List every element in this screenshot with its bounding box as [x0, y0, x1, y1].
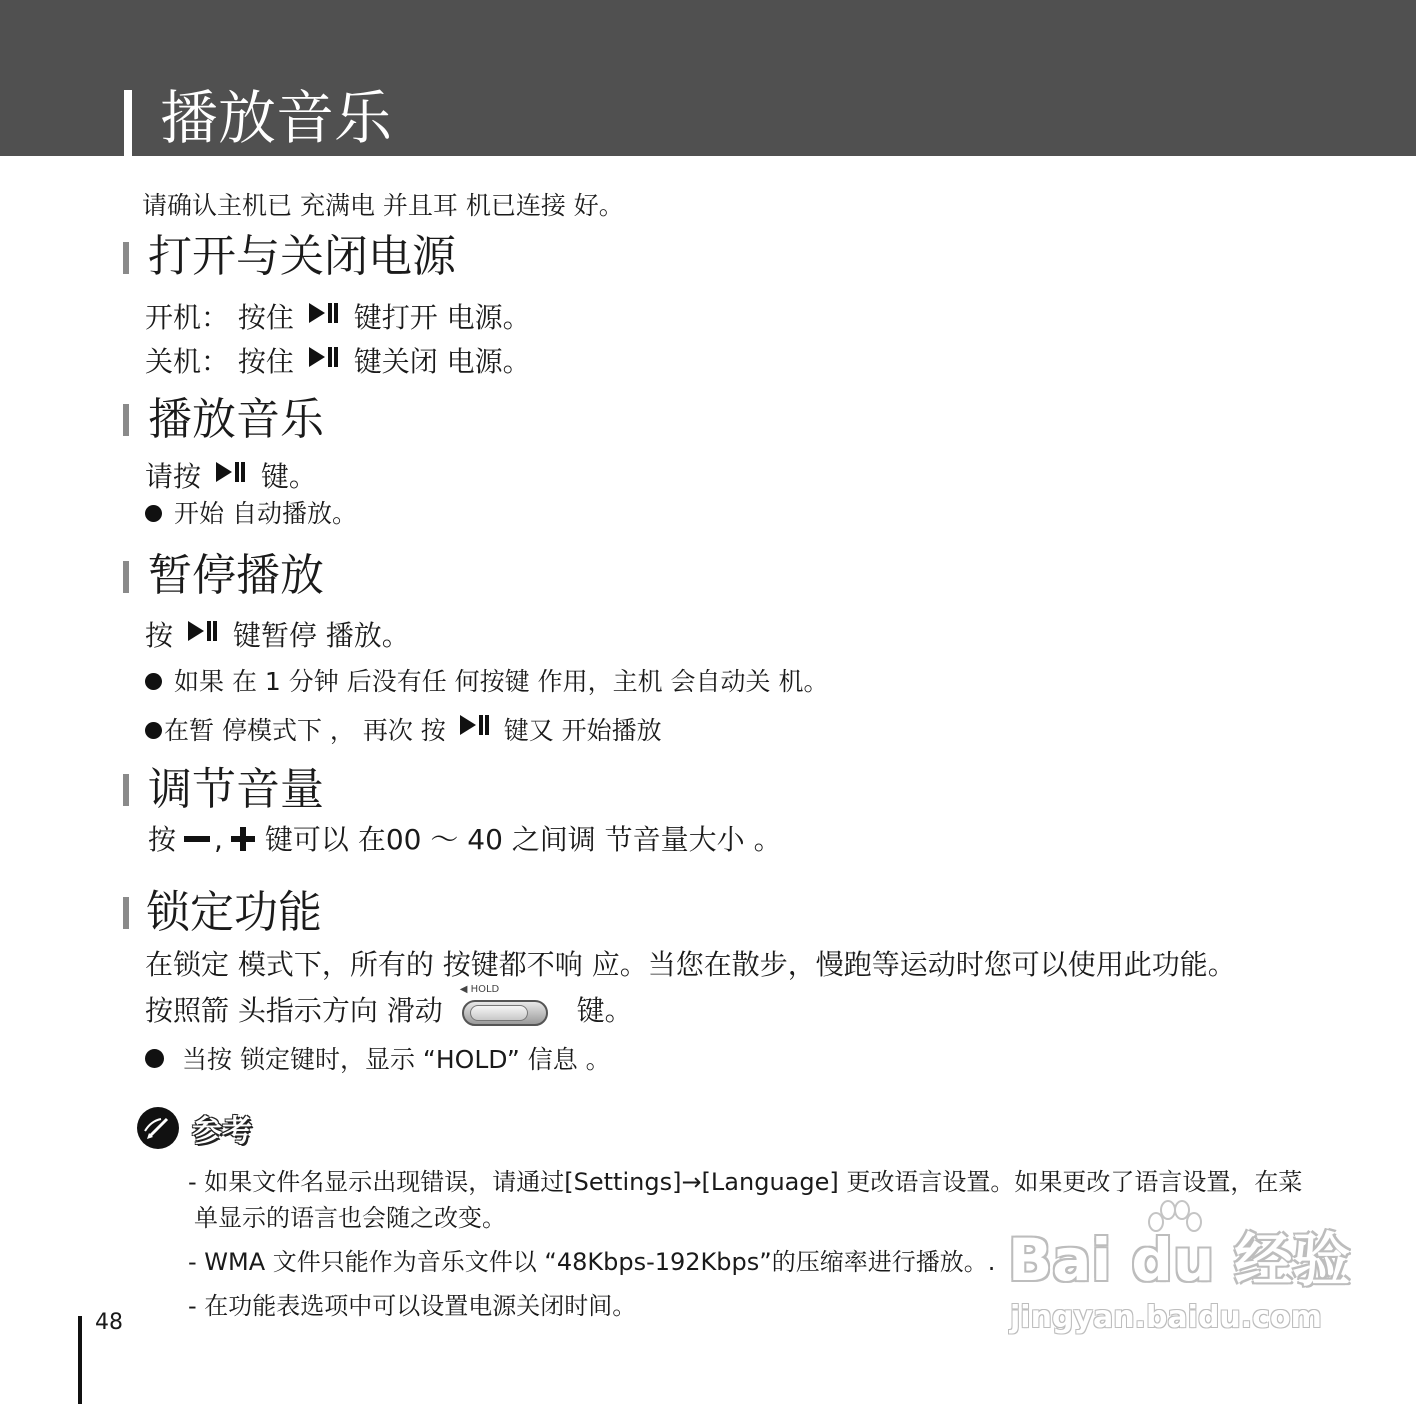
- watermark-sub: jingyan.baidu.com: [1010, 1300, 1322, 1335]
- pause-bullet-2: [145, 711, 662, 749]
- note-1-line-2: 单显示的语言也会随之改变。: [194, 1204, 506, 1232]
- section-title-lock: 锁定功能: [146, 887, 322, 938]
- pause-bullet-2-before: 在暂 停模式下 ， 再次 按: [164, 716, 446, 745]
- hold-switch-label: ◀ HOLD: [459, 984, 500, 995]
- note-2: - WMA 文件只能作为音乐文件以 “48Kbps-192Kbps”的压缩率进行播放。.: [188, 1248, 996, 1276]
- volume-line: [148, 820, 782, 860]
- play-pause-icon: [309, 340, 339, 380]
- play-line: [145, 455, 317, 497]
- hold-switch-icon: [459, 984, 552, 1030]
- lock-line-1: 在锁定 模式下，所有的 按键都不响 应。当您在散步，慢跑等运动时您可以使用此功能。: [145, 948, 1236, 981]
- section-bar-lock: [123, 897, 129, 929]
- power-on-line: [145, 296, 531, 338]
- volume-line-before: 按: [148, 823, 177, 856]
- play-line-before: 请按: [145, 460, 202, 493]
- play-pause-icon: [188, 614, 218, 654]
- note-1-line-1: - 如果文件名显示出现错误，请通过[Settings]→[Language] 更改语言设置。如果更改了语言设置，在菜: [188, 1168, 1303, 1196]
- section-bar-volume: [123, 774, 129, 806]
- page-header: [0, 0, 1416, 156]
- lock-bullet: [145, 1042, 611, 1078]
- section-title-volume: 调节音量: [148, 764, 324, 815]
- pause-bullet-2-after: 键又 开始播放: [503, 716, 662, 745]
- pause-line-after: 键暂停 播放。: [232, 619, 410, 652]
- section-title-pause: 暂停播放: [148, 550, 324, 601]
- play-pause-icon: [460, 711, 490, 747]
- page-number: 48: [95, 1310, 123, 1335]
- hold-switch-body: [462, 1000, 548, 1026]
- play-bullet: [145, 496, 357, 532]
- power-off-prefix: 关机：: [145, 345, 230, 378]
- volume-comma: ,: [214, 823, 223, 856]
- section-title-power: 打开与关闭电源: [148, 231, 456, 282]
- play-bullet-text: 开始 自动播放。: [174, 499, 357, 528]
- power-on-prefix: 开机：: [145, 301, 230, 334]
- bullet-icon: [145, 505, 162, 522]
- section-bar-play: [123, 404, 129, 436]
- header-accent-bar: [124, 90, 132, 156]
- section-bar-power: [123, 242, 129, 274]
- page-number-rule: [78, 1316, 82, 1404]
- pause-bullet-1: [145, 664, 828, 700]
- play-line-after: 键。: [260, 460, 317, 493]
- power-on-text-before: 按住: [237, 301, 294, 334]
- pencil-note-icon: [137, 1107, 179, 1149]
- page-title: 播放音乐: [160, 84, 393, 152]
- plus-icon: [231, 827, 255, 851]
- intro-text: 请确认主机已 充满电 并且耳 机已连接 好。: [142, 191, 624, 220]
- power-off-text-after: 键关闭 电源。: [353, 345, 531, 378]
- play-pause-icon: [309, 296, 339, 336]
- section-title-play: 播放音乐: [148, 394, 324, 445]
- play-pause-icon: [216, 455, 246, 495]
- note-3: - 在功能表选项中可以设置电源关闭时间。: [188, 1292, 637, 1320]
- bullet-icon: [145, 1049, 164, 1068]
- power-off-text-before: 按住: [237, 345, 294, 378]
- power-off-line: [145, 340, 531, 382]
- section-bar-pause: [123, 561, 129, 593]
- hold-switch-knob: [470, 1005, 528, 1021]
- reference-label: 参考: [192, 1114, 252, 1149]
- bullet-icon: [145, 722, 162, 739]
- lock-line-2-after: 键。: [576, 994, 633, 1027]
- baidu-watermark: [998, 1192, 1351, 1342]
- pause-bullet-1-text: 如果 在 1 分钟 后没有任 何按键 作用，主机 会自动关 机。: [174, 667, 829, 696]
- volume-line-after: 键可以 在00 ～ 40 之间调 节音量大小 。: [264, 823, 782, 856]
- pause-line-before: 按: [145, 619, 174, 652]
- bullet-icon: [145, 673, 162, 690]
- minus-icon: [184, 836, 210, 842]
- lock-line-2-before: 按照箭 头指示方向 滑动: [145, 994, 443, 1027]
- power-on-text-after: 键打开 电源。: [353, 301, 531, 334]
- watermark-main: Bai du 经验: [1008, 1226, 1351, 1294]
- lock-line-2: [145, 984, 633, 1031]
- lock-bullet-text: 当按 锁定键时，显示 “HOLD” 信息 。: [182, 1045, 611, 1074]
- pause-line: [145, 614, 410, 656]
